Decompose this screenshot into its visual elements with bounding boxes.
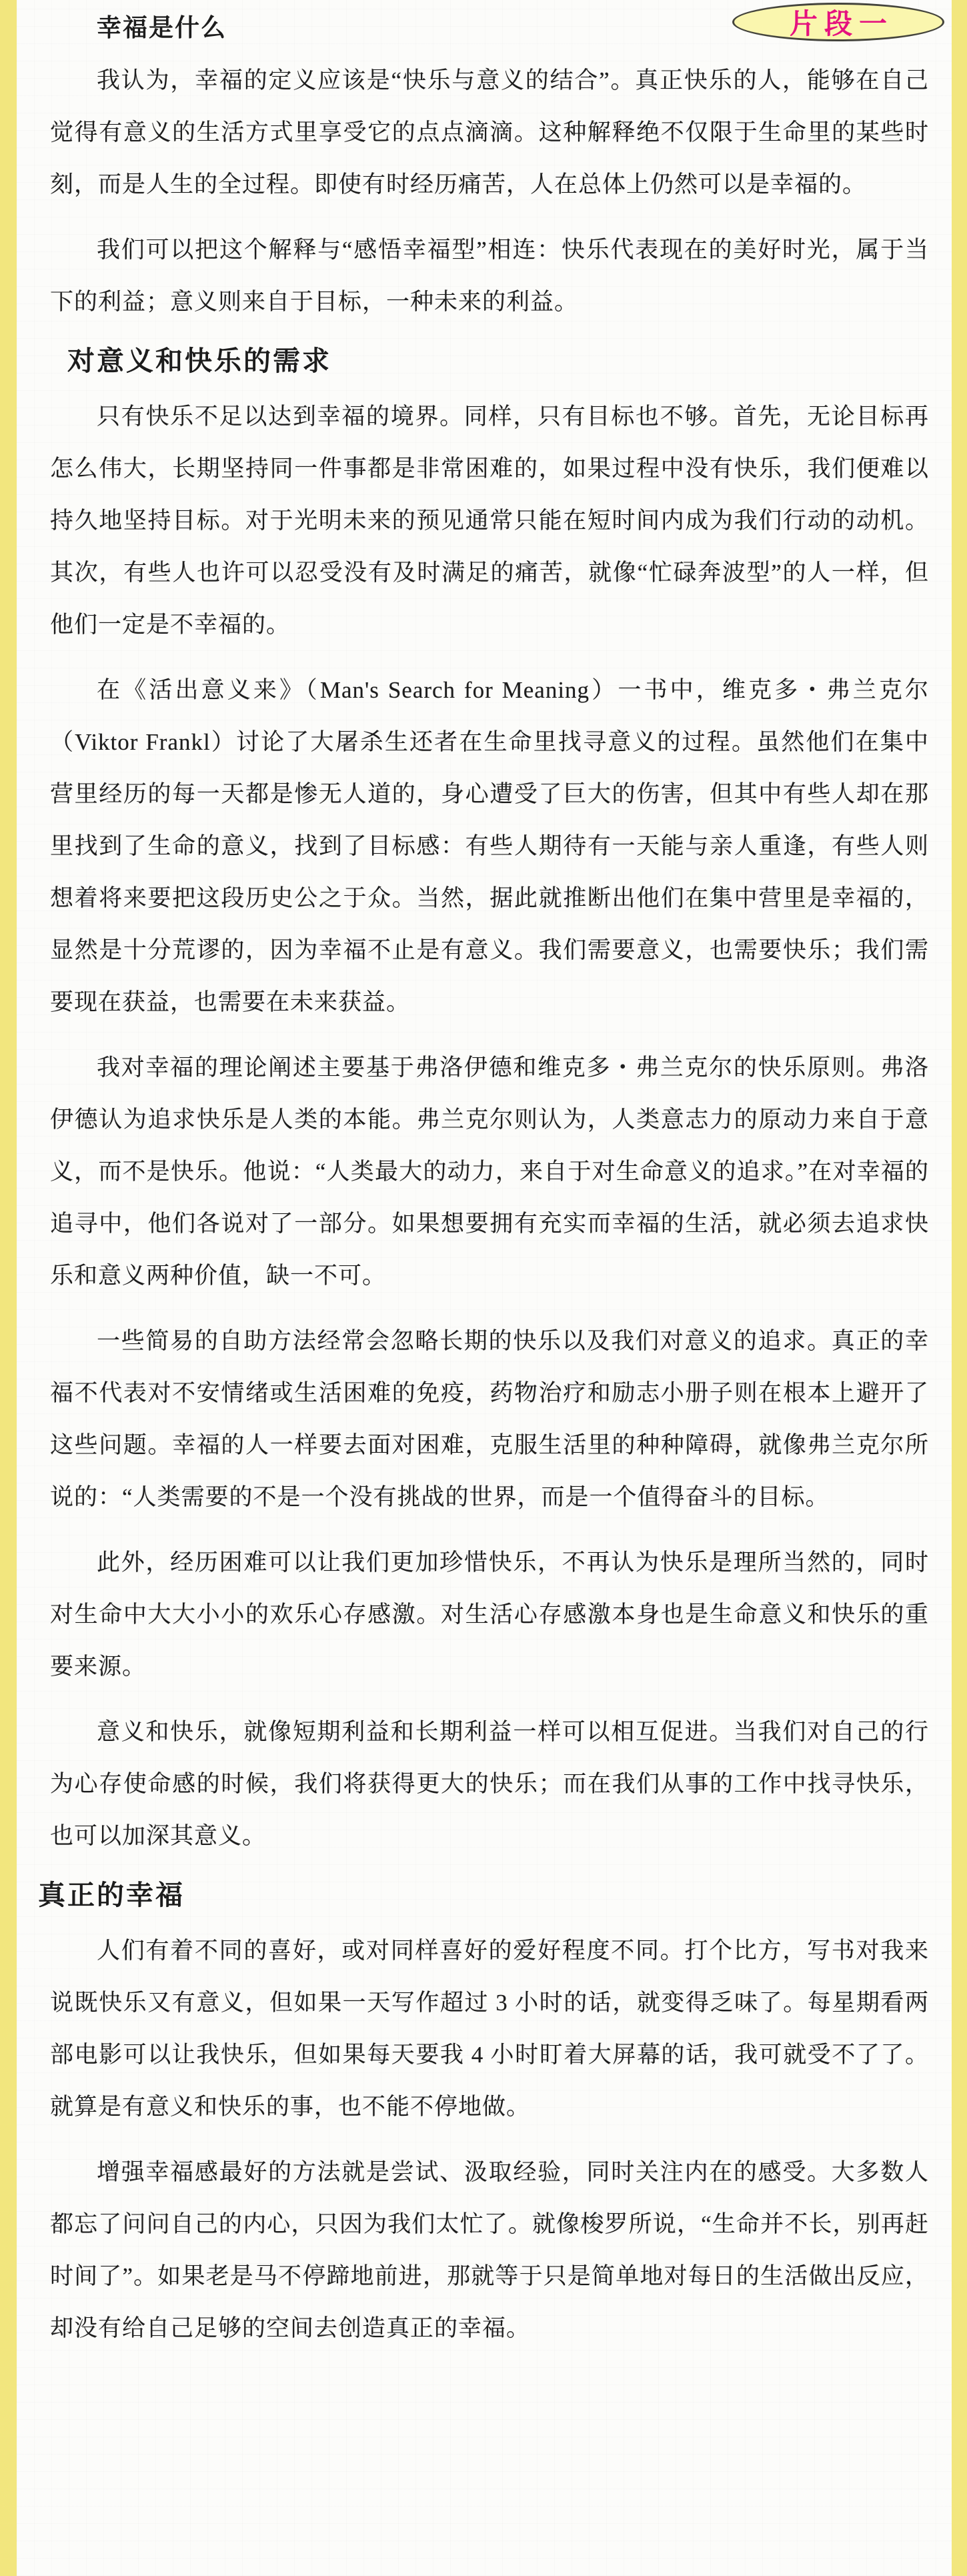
section-heading: 真正的幸福 [38,1880,185,1910]
paragraph: 我们可以把这个解释与“感悟幸福型”相连：快乐代表现在的美好时光，属于当下的利益；意义则来自于目标，一种未来的利益。 [50,237,929,315]
paragraph: 我对幸福的理论阐述主要基于弗洛伊德和维克多・弗兰克尔的快乐原则。弗洛伊德认为追求快乐是人类的本能。弗兰克尔则认为，人类意志力的原动力来自于意义，而不是快乐。他说：“人类最大的动力，来自于对生命意义的追求。”在对幸福的追寻中，他们各说对了一部分。如果想要拥有充实而幸福的生活，就必须去追求快乐和意义两种价值，缺一不可。 [50,1055,929,1289]
fragment-badge [732,3,944,41]
paragraph: 人们有着不同的喜好，或对同样喜好的爱好程度不同。打个比方，写书对我来说既快乐又有意义，但如果一天写作超过 3 小时的话，就变得乏味了。每星期看两部电影可以让我快乐，但如果每天要我 4 小时盯着大屏幕的话，我可就受不了了。就算是有意义和快乐的事，也不能不停地做。 [50,1938,929,2120]
paragraph: 一些简易的自助方法经常会忽略长期的快乐以及我们对意义的追求。真正的幸福不代表对不安情绪或生活困难的免疫，药物治疗和励志小册子则在根本上避开了这些问题。幸福的人一样要去面对困难，克服生活里的种种障碍，就像弗兰克尔所说的：“人类需要的不是一个没有挑战的世界，而是一个值得奋斗的目标。 [50,1328,929,1510]
section-heading: 对意义和快乐的需求 [67,346,331,376]
paper-area [17,0,952,2576]
paragraph: 我认为，幸福的定义应该是“快乐与意义的结合”。真正快乐的人，能够在自己觉得有意义的生活方式里享受它的点点滴滴。这种解释绝不仅限于生命里的某些时刻，而是人生的全过程。即使有时经历痛苦，人在总体上仍然可以是幸福的。 [50,67,929,197]
fragment-badge-label: 片段一 [789,8,894,39]
paragraph: 增强幸福感最好的方法就是尝试、汲取经验，同时关注内在的感受。大多数人都忘了问问自己的内心，只因为我们太忙了。就像梭罗所说，“生命并不长，别再赶时间了”。如果老是马不停蹄地前进，那就等于只是简单地对每日的生活做出反应，却没有给自己足够的空间去创造真正的幸福。 [50,2159,929,2341]
paragraph: 在《活出意义来》（Man's Search for Meaning）一书中，维克多・弗兰克尔（Viktor Frankl）讨论了大屠杀生还者在生命里找寻意义的过程。虽然他们在集中营里经历的每一天都是惨无人道的，身心遭受了巨大的伤害，但其中有些人却在那里找到了生命的意义，找到了目标感：有些人期待有一天能与亲人重逢，有些人则想着将来要把这段历史公之于众。当然，据此就推断出他们在集中营里是幸福的，显然是十分荒谬的，因为幸福不止是有意义。我们需要意义，也需要快乐；我们需要现在获益，也需要在未来获益。 [50,677,929,1015]
paragraph: 只有快乐不足以达到幸福的境界。同样，只有目标也不够。首先，无论目标再怎么伟大，长期坚持同一件事都是非常困难的，如果过程中没有快乐，我们便难以持久地坚持目标。对于光明未来的预见通常只能在短时间内成为我们行动的动机。其次，有些人也许可以忍受没有及时满足的痛苦，就像“忙碌奔波型”的人一样，但他们一定是不幸福的。 [50,404,929,638]
paragraph: 此外，经历困难可以让我们更加珍惜快乐，不再认为快乐是理所当然的，同时对生命中大大小小的欢乐心存感激。对生活心存感激本身也是生命意义和快乐的重要来源。 [50,1549,929,1680]
document-body [38,55,929,2355]
page-title: 幸福是什么 [97,14,227,41]
paragraph: 意义和快乐，就像短期利益和长期利益一样可以相互促进。当我们对自己的行为心存使命感的时候，我们将获得更大的快乐；而在我们从事的工作中找寻快乐，也可以加深其意义。 [50,1719,929,1849]
